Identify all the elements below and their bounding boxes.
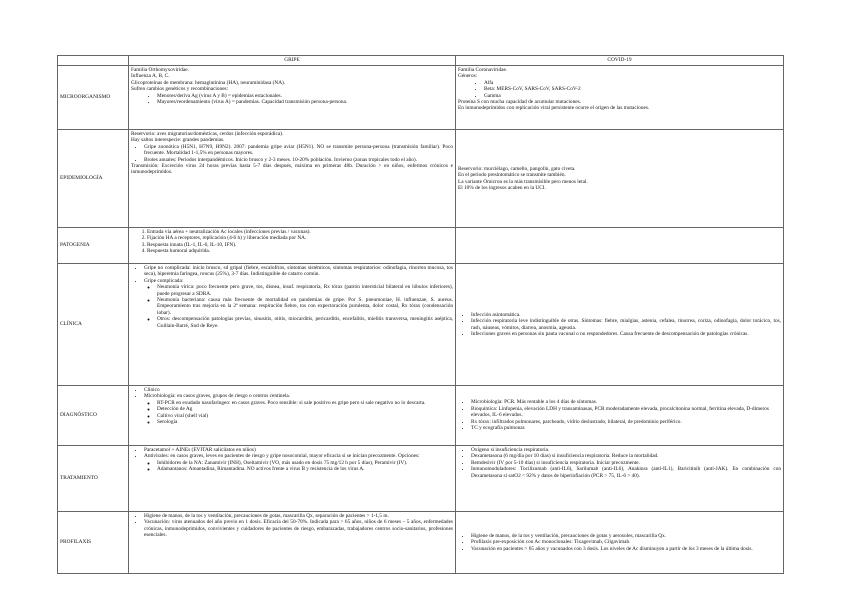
text-line: Transmisión: Excreción virus 24 horas previas hasta 5-7 días después, máxima en primeras 48h. Duración > en niños, enfermos crónicos e inmunodeprimidos. (131, 163, 453, 176)
list-item-text: Microbiología: en casos graves, grupos de riesgo o centros centinela. (144, 393, 291, 400)
text-line: Sufren cambios genéticos y recombinaciones: (131, 86, 229, 93)
cell-gripe (129, 228, 456, 264)
list-item: • Alfa (484, 80, 781, 86)
list-item (144, 393, 453, 425)
list-item: • Oxígeno si insuficiencia respiratoria. (471, 447, 781, 453)
bullet-list (131, 387, 453, 425)
cell-gripe (129, 386, 456, 446)
header-row (58, 56, 784, 66)
bullet-list (458, 80, 781, 99)
list-item: • Rx tórax: infiltrados pulmonares, parcheado, vidrio deslustrado, bilateral, de predominio periférico. (471, 419, 781, 425)
cell-gripe (129, 66, 456, 130)
text-line: En el periodo presintomático se transmite también. (458, 172, 566, 179)
row-label: EPIDEMIOLOGÍA (58, 130, 129, 228)
text-line: Proteína S con mucha capacidad de acumular mutaciones. (458, 99, 581, 106)
bullet-list (458, 399, 781, 431)
list-item (144, 278, 453, 329)
list-item: • Dexametasona (6 mg/día por 10 días) si insuficiencia respiratoria. Reduce la mortalidad. (471, 453, 781, 459)
text-line: Glicoproteínas de membrana: hemaglutinina (HA), neuraminidasa (NA). (131, 79, 286, 86)
header-gripe: GRIPE (129, 56, 456, 66)
row-patogenia (58, 228, 784, 264)
sub-list-item: ◦ Adamantanos: Amantadina, Rimantadina. NO activos frente a virus B y resistencia de los virus A. (157, 466, 453, 472)
sub-list (144, 460, 453, 473)
sub-list (144, 400, 453, 426)
list-item: • Higiene de manos, de la tos y ventilación, precauciones de gotas y aerosoles, mascarilla Qx. (471, 533, 781, 539)
list-item: 2. Fijación HA a receptores, replicación (4-6 h) y liberación mediada por NA. (147, 235, 453, 241)
header-empty (58, 56, 129, 66)
bullet-list (458, 312, 781, 338)
list-item-text: Antivirales: en casos graves, leves en pacientes de riesgo y gripe nosocomial, mayor eficacia si se inician precozmente. Opciones: (144, 453, 420, 460)
list-item: • Bioquímica: Linfopenia, elevación LDH y transaminasas, PCR moderadamente elevada, procalcitonina normal, ferritina elevada, D-dímeros elevados, IL-6 elevados. (471, 406, 781, 419)
cell-gripe (129, 446, 456, 512)
list-item: • Infección respiratoria leve indistinguible de otras. Síntomas: fiebre, mialgias, astenia, cefalea, rinorrea, coriza, odinofagia, dolor torácico, tos, rash, náuseas, vómitos, diarrea, anosmia, ageusia. (471, 318, 781, 331)
sub-list-item: ◦ Inhibidores de la NA: Zanamivir (INH), Oseltamivir (VO, más usado en dosis 75 mg/12 h por 5 días), Peramivir (IV). (157, 460, 453, 466)
bullet-list (458, 533, 781, 552)
row-profilaxis (58, 512, 784, 574)
cell-covid (456, 386, 784, 446)
list-item: • Paracetamol + AINEs (EVITAR salicilatos en niños) (144, 447, 453, 453)
cell-gripe (129, 512, 456, 574)
list-item: • Vacunación en pacientes > 65 años y vacunados con 3 dosis. Los niveles de Ac disminuyen a partir de los 3 meses de la última dosis. (471, 546, 781, 552)
sub-list-item: ◦ RT-PCR en exudado nasofaríngeo: en casos graves. Poco sensible: si sale positivo es gripe pero si sale negativo no lo descarta. (157, 400, 453, 406)
bullet-list (458, 447, 781, 479)
list-item: 3. Respuesta innata (IL-1, IL-6, IL-10, IFN). (147, 242, 453, 248)
list-item: • Gripe zoonótica (H5N1, H7N9, H9N2). 2007: pandemia gripe aviar (H5N1). NO se transmite persona-persona (transmisión familiar). Poco frecuente. Mortalidad 1-1,5% en personas mayores. (144, 144, 453, 157)
row-label: PROFILAXIS (58, 512, 129, 574)
text-line: Influenza A, B, C. (131, 73, 170, 80)
text-line: Reservorio: aves migratorias/domésticas, cerdos (infección esporádica). (131, 131, 284, 137)
sub-list-item: ◦ Neumonía vírica: poco frecuente pero grave, tos, disnea, insuf. respiratoria, Rx tórax (patrón intersticial bilateral en lóbulos inferiores), puede progresar a SDRA. (157, 284, 453, 297)
text-line: La variante Omicron es la más transmisible pero menos letal. (458, 178, 588, 185)
list-item-text: Gripe complicada: (144, 277, 184, 284)
list-item: 4. Respuesta humoral adquirida. (147, 248, 453, 254)
list-item: • Gamma (484, 93, 781, 99)
list-item: • Vacunación: virus atenuados del año previo en 1 dosis. Eficacia del 50-70%. Indicada para > 65 años, niños de 6 meses – 5 años, enfermedades crónicas, inmunodeprimidos, convivientes y cuidadores de pacientes de riesgo, embarazadas, trabajadores centros socio-sanitarios, profesiones esenciales. (144, 519, 453, 538)
sub-list (144, 284, 453, 329)
cell-covid (456, 446, 784, 512)
sub-list-item: ◦ Otros: descompensación patologías previas, sinusitis, otitis, miocarditis, pericarditis, encefalitis, mielitis transversa, meningitis aséptica, Guillain-Barré, Snd de Reye. (157, 316, 453, 329)
row-label: CLÍNICA (58, 264, 129, 386)
text-line: Géneros: (458, 73, 478, 80)
list-item: • Infecciones graves en personas sin pauta vacunal o no respondedores. Causa frecuente de descompensación de patologías crónicas. (471, 331, 781, 337)
row-clinica (58, 264, 784, 386)
row-label: DIAGNÓSTICO (58, 386, 129, 446)
list-item: • Profilaxis pre-exposición con Ac monoclonales: Tixagevimab, Cilgavimab. (471, 539, 781, 545)
list-item: • Remdesivir (IV por 5-10 días) si insuficiencia respiratoria. Iniciar precozmente. (471, 460, 781, 466)
cell-covid (456, 264, 784, 386)
list-item: • TC y ecografía pulmonar. (471, 425, 781, 431)
cell-gripe (129, 264, 456, 386)
cell-covid (456, 130, 784, 228)
row-epidemiologia (58, 130, 784, 228)
cell-gripe (129, 130, 456, 228)
cell-covid (456, 66, 784, 130)
sub-list-item: ◦ Cultivo viral (shell vial) (157, 413, 453, 419)
sub-list-item: ◦ Neumonía bacteriana: causa más frecuente de mortalidad en pandemias de gripe. Por S. pneumoniae, H. influenzae, S. aureus. Empeoramiento tras mejoría en la 2ª semana: respiración fiebre, tos con expectoración purulenta, dolor costal, Rx tórax (condensación lobar). (157, 297, 453, 316)
list-item: 1. Entrada vía aérea + neutralización Ac locales (infecciones previas / vacunas). (147, 229, 453, 235)
text-line: Reservorio: murciélago, camello, pangolín, gato civeta. (458, 165, 576, 172)
text-line: Hay saltos interespecie: grandes pandemias. (131, 137, 225, 144)
cell-covid (456, 512, 784, 574)
list-item: • Microbiología: PCR. Más rentable a los 4 días de síntomas. (471, 399, 781, 405)
bullet-list (131, 447, 453, 473)
list-item: • Gripe no complicada: inicio brusco, sd gripal (fiebre, escalofríos, síntomas sistémicos, síntomas respiratorios: odinofagia, rinorrea mucosa, tos seca), hiperemia faríngea, roncus (25%), 3-7 días. Indistinguible de catarro común. (144, 265, 453, 278)
header-covid: COVID-19 (456, 56, 784, 66)
list-item: • Brotes anuales: Periodos interpandémicos. Inicio brusco y 2-3 meses. 10-20% población. Invierno (zonas tropicales todo el año). (144, 157, 453, 163)
list-item: • Infección asintomática. (471, 312, 781, 318)
numbered-list (131, 229, 453, 255)
list-item: • Menores/deriva Ag (virus A y B) = epidemias estacionales. (157, 93, 453, 99)
sub-list-item: ◦ Serología (157, 419, 453, 425)
list-item: • Beta: MERS-CoV, SARS-CoV, SARS-CoV-2 (484, 86, 781, 92)
bullet-list (131, 144, 453, 163)
bullet-list (131, 93, 453, 106)
list-item (144, 453, 453, 472)
list-item: • Mayores/reordenamiento (virus A) = pandemias. Capacidad transmisión persona-persona. (157, 99, 453, 105)
comparison-table (57, 55, 784, 574)
row-microorganismo (58, 66, 784, 130)
bullet-list (131, 513, 453, 539)
bullet-list (131, 265, 453, 329)
text-line: El 10% de los ingresos acaben en la UCI. (458, 184, 546, 191)
row-label: PATOGENIA (58, 228, 129, 264)
list-item: • Clínico (144, 387, 453, 393)
row-tratamiento (58, 446, 784, 512)
list-item: • Higiene de manos, de la tos y ventilación, precauciones de gotas, mascarilla Qx, separación de pacientes > 1-1,5 m. (144, 513, 453, 519)
row-diagnostico (58, 386, 784, 446)
row-label: TRATAMIENTO (58, 446, 129, 512)
row-label: MICROORGANISMO (58, 66, 129, 130)
text-line: Familia Coronaviridae. (458, 67, 508, 73)
text-line: Familia Orthomyxoviridae. (131, 67, 189, 73)
cell-covid (456, 228, 784, 264)
sub-list-item: ◦ Detección de Ag (157, 406, 453, 412)
text-line: En inmunodeprimidos con replicación viral persistente ocurre el origen de las mutaciones. (458, 105, 650, 112)
list-item: • Inmunomoduladores: Tocilizumab (anti-IL6), Sarilumab (anti-IL6), Anakinra (anti-IL1), Baricitinib (anti-JAK). En combinación con Dexametasona si satO2 < 92% y datos de hiperinflación (PCR > 75, IL-6 > 40). (471, 466, 781, 479)
